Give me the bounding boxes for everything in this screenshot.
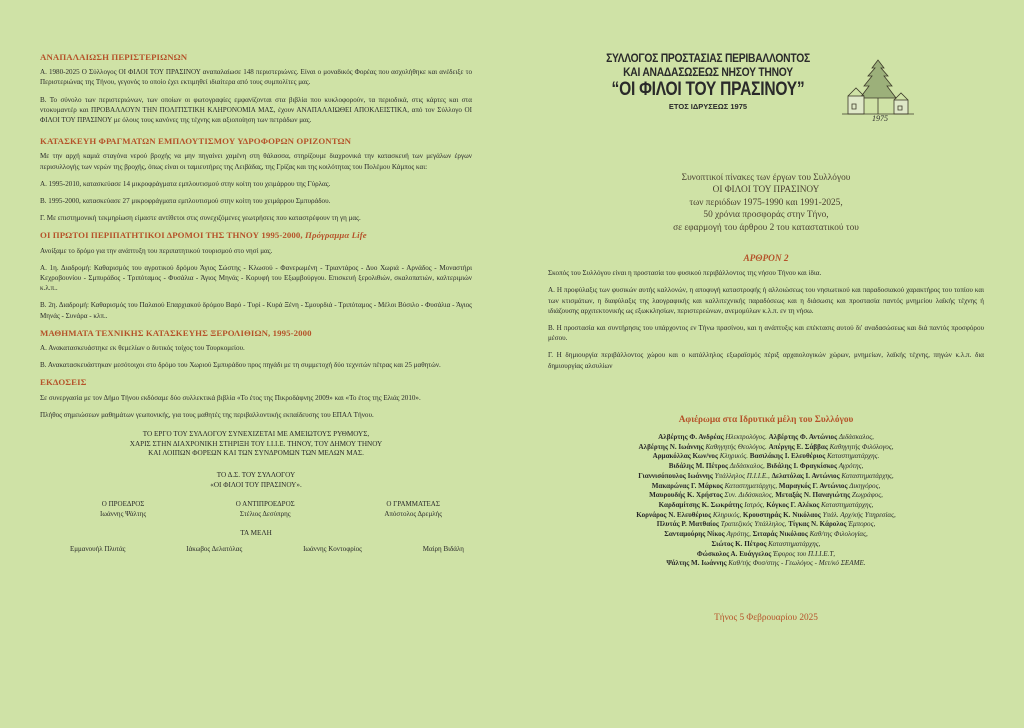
founder-role: Διδάσκαλος, [729, 462, 767, 471]
founders-line [548, 482, 984, 492]
founder-role: Καταστηματάρχης. [827, 452, 880, 461]
founder-name: Γιαννισόπουλος Ιωάννης [638, 471, 715, 480]
founder-role: Κληρικός, [712, 510, 743, 519]
closing-statement [40, 430, 472, 459]
officer-name: Απόστολος Δρεμλής [384, 510, 442, 519]
date-line: Τήνος 5 Φεβρουαρίου 2025 [714, 612, 818, 623]
founder-role: Καθ/τής Φυσ/στης - Γεωλόγος - Μετ/κό ΣΕΑΜΕ. [728, 559, 866, 568]
founders-line [548, 462, 984, 472]
paragraph: Α. Η προφύλαξις των φυσικών αυτής καλλονών, η αποφυγή καταστροφής ή αλλοιώσεως του νησιωτικού και παραδοσιακού χαρακτήρος του τοπίου και των κτισμάτων, η διαφύλαξις της λαογραφικής και καλλιτεχνικής παραδόσεως και η διάσωσις και προστασία παντός μνημείου λαϊκής τέχνης ή ιδιάζουσης αρχιτεκτονικής ως εξωκκλησίων, περιστερεώνων, ανεμομύλων κ.λ.π. εν τη νήσω. [548, 286, 984, 315]
founders-line [548, 550, 984, 560]
founder-name: Αρμακόλλας Κων/νος [652, 452, 720, 461]
founder-name: Μαυρουδής Κ. Χρήστος [649, 491, 725, 500]
members-list [70, 544, 464, 554]
founder-role: Καθηγητής Θεολόγος. [705, 442, 769, 451]
org-name-line: ΣΥΛΛΟΓΟΣ ΠΡΟΣΤΑΣΙΑΣ ΠΕΡΙΒΑΛΛΟΝΤΟΣ [606, 51, 810, 65]
founding-year: ΕΤΟΣ ΙΔΡΥΣΕΩΣ 1975 [668, 102, 748, 111]
paragraph: Β. Ανακατασκευάστηκαν μεσότοιχοι στο δρόμο του Χωριού Σμπυράδου προς πηγάδι με τη συμμετοχή δύο τεχνιτών πέτρας και 25 μαθητών. [40, 361, 441, 370]
org-header [548, 52, 984, 152]
founder-name: Κόγκος Γ. Αλέκος [766, 500, 822, 509]
founder-role: Δικηγόρος, [849, 481, 881, 490]
founder-role: Καταστηματάρχης, [724, 481, 779, 490]
tribute-title: Αφιέρωμα στα Ιδρυτικά μέλη του Συλλόγου [678, 414, 854, 425]
founder-name: Σανταμούρης Νίκος [664, 530, 727, 539]
paragraph: Α. 1η. Διαδρομή: Καθαρισμός του αγροτικού δρόμου Άγιος Σώστης - Κλωσού - Φανερωμένη - Τριαντάρος - Δυο Χωριά - Αρνάδος - Μοναστήρι Κεχροβουνίου - Σμπυράδος - Τριπόταμος - Φυσάλια - Άγιος Μηνάς - Κορυφή του Εξωμβούργου. Επισκευή ξερολιθιών, σκαλοπατιών, καλτεριμιών κ.λ.π.. [40, 263, 472, 293]
officer-role: Ο ΓΡΑΜΜΑΤΕΑΣ [386, 500, 440, 509]
officer [100, 500, 146, 519]
founder-name: Αλβέρτης Φ. Ανδρέας [658, 433, 726, 442]
summary-line: Συνοπτικοί πίνακες των έργων του Συλλόγου [681, 173, 851, 183]
founder-name: Αλβέρτης Ν. Ιωάννης [638, 442, 706, 451]
paragraph: Σκοπός του Συλλόγου είναι η προστασία του φυσικού περιβάλλοντος της νήσου Τήνου και ίδια. [548, 269, 822, 278]
founder-name: Φώσκολος Α. Ευάγγελος [696, 549, 774, 558]
founder-name: Αλβέρτης Φ. Αντώνιος [768, 433, 839, 442]
founder-name: Καρδαμίτσης Κ. Σωκράτης [658, 500, 745, 509]
founders-line [548, 472, 984, 482]
members-title: ΤΑ ΜΕΛΗ [240, 528, 272, 537]
paragraph: Γ. Με επιστημονική τεκμηρίωση είμαστε αντίθετοι στις συνεχιζόμενες γεωτρήσεις που καταστρέφουν τη γη μας. [40, 214, 361, 223]
founder-role: Αγρότης, [726, 530, 753, 539]
logo-year: 1975 [872, 114, 888, 123]
org-name [578, 52, 838, 112]
founder-role: Καταστηματάρχης, [821, 500, 874, 509]
founder-name: Απέργης Ε. Σάββας [768, 442, 830, 451]
board-title-line: ΤΟ Δ.Σ. ΤΟΥ ΣΥΛΛΟΓΟΥ [216, 470, 296, 479]
officer-name: Ιωάννης Ψάλτης [100, 510, 147, 519]
founder-name: Ψάλτης Μ. Ιωάννης [666, 559, 729, 568]
founder-role: Καθ/της Φιλολογίας, [809, 530, 868, 539]
closing-line: ΧΑΡΙΣ ΣΤΗΝ ΔΙΑΧΡΟΝΙΚΗ ΣΤΗΡΙΞΗ ΤΟΥ Ι.Ι.Ι.Ε. ΤΗΝΟΥ, ΤΟΥ ΔΗΜΟΥ ΤΗΝΟΥ [129, 439, 383, 448]
life-program-label: Πρόγραμμα Life [305, 230, 367, 241]
summary-line: ΟΙ ΦΙΛΟΙ ΤΟΥ ΠΡΑΣΙΝΟΥ [712, 185, 820, 196]
member-name: Ιάκωβος Δελατόλας [186, 544, 243, 553]
summary-block [548, 172, 984, 234]
org-title: “ΟΙ ΦΙΛΟΙ ΤΟΥ ΠΡΑΣΙΝΟΥ” [611, 79, 805, 100]
paragraph: Β. Το σύνολο των περιστεριώνων, των οποίων οι φωτογραφίες εμφανίζονται στα βιβλία που κυκλοφορούν, τα περιοδικά, στις κάρτες και στα ντοκυμαντέρ και ΠΡΟΒΑΛΛΟΥΝ ΤΗΝ ΠΟΛΙΤΙΣΤΙΚΗ ΚΛΗΡΟΝΟΜΙΑ ΜΑΣ, έχουν ΑΝΑΠΑΛΑΙΩΘΕΙ ΑΠΟΚΛΕΙΣΤΙΚΑ, από τον Σύλλογο ΟΙ ΦΙΛΟΙ ΤΟΥ ΠΡΑΣΙΝΟΥ με όλους τους κανόνες της τέχνης και αξιοποίηση των πετράδων μας. [40, 95, 472, 125]
founders-line [548, 520, 984, 530]
founders-line [548, 511, 984, 521]
founder-role: Τραπεζικός Υπάλληλος, [720, 520, 789, 529]
founder-name: Μεταξάς Ν. Παναγιώτης [775, 491, 852, 500]
founder-role: Διδάσκαλος, [838, 433, 874, 442]
paragraph: Γ. Η δημιουργία περιβάλλοντος χώρου και ο κατάλληλος εξωραϊσμός πέριξ αρχαιολογικών χώρων, μνημείων, λαϊκής τέχνης, πηγών κ.λ.π. δια δημιουργίας αλσυλίων [548, 351, 984, 370]
officer [384, 500, 442, 519]
officer-name: Στέλιος Δεσύπρης [239, 510, 291, 519]
founders-line [548, 433, 984, 443]
founders-line [548, 501, 984, 511]
founder-role: Ιατρός, [744, 500, 767, 509]
left-column [40, 52, 472, 554]
founders-line [548, 530, 984, 540]
founder-name: Σιταράς Νικόλαος [752, 530, 810, 539]
section-heading-text: ΟΙ ΠΡΩΤΟΙ ΠΕΡΙΠΑΤΗΤΙΚΟΙ ΔΡΟΜΟΙ ΤΗΣ ΤΗΝΟΥ 1995-2000, [40, 230, 303, 241]
founder-name: Βασιλάκης Ι. Ελευθέριος [749, 452, 828, 461]
org-name-line: ΚΑΙ ΑΝΑΔΑΣΩΣΕΩΣ ΝΗΣΟΥ ΤΗΝΟΥ [623, 65, 793, 79]
founder-role: Αγρότης, [838, 462, 864, 471]
summary-line: των περιόδων 1975-1990 και 1991-2025, [689, 197, 843, 208]
section-heading [40, 230, 472, 240]
officer-role: Ο ΑΝΤΙΠΡΟΕΔΡΟΣ [235, 500, 295, 509]
founders-list [548, 433, 984, 569]
founder-role: Υπάλ. Αρχ/κής Υπηρεσίας, [822, 510, 896, 519]
founder-role: Υπάλληλος Π.Ι.Ι.Ε., [714, 471, 772, 480]
founder-role: Καθηγητής Φιλόλογος, [829, 442, 894, 451]
member-name: Μαίρη Βιδάλη [422, 544, 464, 553]
paragraph: Πλήθος σημειώσεων μαθημάτων γεωπονικής, για τους μαθητές της περιβαλλοντικής εκπαίδευσης του ΕΠΑΛ Τήνου. [40, 410, 374, 419]
founder-name: Μακαρώνας Γ. Μάρκος [651, 481, 725, 490]
paragraph: Α. 1980-2025 Ο Σύλλογος ΟΙ ΦΙΛΟΙ ΤΟΥ ΠΡΑΣΙΝΟΥ αναπαλαίωσε 148 περιστεριώνες. Είναι ο μοναδικός Φορέας που ασχολήθηκε και ανέδειξε το Περιστεριώνας της Τήνου, γεγονός το οποίο έχει εκτιμηθεί ιδιαίτερα από τους συμπολίτες μας. [40, 68, 472, 87]
founders-line [548, 443, 984, 453]
founder-role: Έμπορος, [848, 520, 876, 529]
founders-line [548, 559, 984, 569]
closing-line: ΚΑΙ ΛΟΙΠΩΝ ΦΟΡΕΩΝ ΚΑΙ ΤΩΝ ΣΥΝΔΡΟΜΩΝ ΤΩΝ ΜΕΛΩΝ ΜΑΣ. [148, 449, 364, 458]
founder-name: Βιδάλης Ι. Φραγκίσκος [766, 462, 839, 471]
founder-role: Καταστηματάρχης, [841, 471, 894, 480]
founder-role: Ζωγράφος, [851, 491, 883, 500]
paragraph: Ανοίξαμε το δρόμο για την ανάπτυξη του περιπατητικού τουρισμού στο νησί μας. [40, 246, 273, 255]
paragraph: Α. Ανακατασκευάστηκε εκ θεμελίων ο δυτικός τοίχος του Τουρκομείου. [40, 344, 245, 353]
section-heading: ΜΑΘΗΜΑΤΑ ΤΕΧΝΙΚΗΣ ΚΑΤΑΣΚΕΥΗΣ ΞΕΡΟΛΙΘΙΩΝ, 1995-2000 [40, 327, 312, 338]
closing-line: ΤΟ ΕΡΓΟ ΤΟΥ ΣΥΛΛΟΓΟΥ ΣΥΝΕΧΙΖΕΤΑΙ ΜΕ ΑΜΕΙΩΤΟΥΣ ΡΥΘΜΟΥΣ, [142, 430, 370, 439]
founders-line [548, 491, 984, 501]
founder-name: Μαραγκός Γ. Αντώνιος [778, 481, 850, 490]
founder-name: Τίγκας Ν. Κάρολος [788, 520, 849, 529]
founder-name: Πλυτάς Ρ. Ματθαίος [656, 520, 721, 529]
paragraph: Β. Η προστασία και συντήρησις του υπάρχοντος εν Τήνω πρασίνου, και η ανάπτυξις και επέκτασις αυτού δι' αναδασώσεως και διά παντός προσφόρου μέσου. [548, 324, 984, 343]
founder-role: Συν. Διδάσκαλος, [724, 491, 776, 500]
section-heading: ΕΚΔΟΣΕΙΣ [40, 377, 87, 388]
paragraph: Με την αρχή καμιά σταγόνα νερού βροχής να μην πηγαίνει χαμένη στη θάλασσα, στηρίζουμε διαχρονικά την κατασκευή των μεγάλων έργων περισυλλογής των νερών της βροχής, όπως είναι οι ταμιευτήρες της Λειβάδας, της Γρίζας και της κοιλότητας του Πολέμου Κάμπος και: [40, 152, 472, 171]
member-name: Εμμανουήλ Πλυτάς [70, 544, 126, 553]
founder-name: Κορνάρος Ν. Ελευθέριος [636, 510, 713, 519]
founders-line [548, 452, 984, 462]
paragraph: Β. 2η. Διαδρομή: Καθαρισμός του Παλαιού Επαρχιακού δρόμου Βαρύ - Τυρί - Κυρά Ξένη - Σμουρδιά - Τριπόταμος - Μέλοι Βύσιλο - Φυσάλια - Άγιος Μηνάς - Συνάρα - κλπ.. [40, 301, 472, 320]
officer [236, 500, 295, 519]
right-column [548, 52, 984, 623]
founders-line [548, 540, 984, 550]
founder-role: Καταστηματάρχης, [768, 539, 821, 548]
member-name: Ιωάννης Κοντοφρίος [303, 544, 362, 553]
officer-role: Ο ΠΡΟΕΔΡΟΣ [101, 500, 145, 509]
founder-name: Σιώτος Κ. Πέτρος [711, 539, 769, 548]
paragraph: Β. 1995-2000, κατασκεύασε 27 μικροφράγματα εμπλουτισμού στην κοίτη του χειμάρρου Σμπυράδου. [40, 197, 331, 206]
founder-name: Κρουστηράς Κ. Νικόλαος [742, 510, 823, 519]
section-heading: ΑΝΑΠΑΛΑΙΩΣΗ ΠΕΡΙΣΤΕΡΙΩΝΩΝ [40, 52, 188, 62]
board-title-line: «ΟΙ ΦΙΛΟΙ ΤΟΥ ΠΡΑΣΙΝΟΥ». [210, 480, 302, 489]
summary-line: σε εφαρμογή του άρθρου 2 του καταστατικού του [673, 222, 859, 233]
board-title [40, 471, 472, 491]
founder-role: Κληρικός. [719, 452, 750, 461]
founder-name: Δελατόλας Ι. Αντώνιος [771, 471, 842, 480]
founder-role: Ηλεκτρολόγος. [725, 433, 769, 442]
founder-name: Βιδάλης Μ. Πέτρος [668, 462, 730, 471]
article-title: ΑΡΘΡΟΝ 2 [743, 254, 789, 265]
paragraph: Σε συνεργασία με τον Δήμο Τήνου εκδόσαμε δύο συλλεκτικά βιβλία «Το έτος της Πικροδάφνης 2009» και «Το έτος της Ελιάς 2010». [40, 393, 421, 402]
paragraph: Α. 1995-2010, κατασκεύασε 14 μικροφράγματα εμπλουτισμού στην κοίτη του χειμάρρου της Γύρλας. [40, 179, 331, 188]
section-heading: ΚΑΤΑΣΚΕΥΗ ΦΡΑΓΜΑΤΩΝ ΕΜΠΛΟΥΤΙΣΜΟΥ ΥΔΡΟΦΟΡΩΝ ΟΡΙΖΟΝΤΩΝ [40, 136, 352, 147]
summary-line: 50 χρόνια προσφοράς στην Τήνο, [703, 210, 829, 221]
officers [100, 500, 442, 519]
founder-role: Έφορος του Π.Ι.Ι.Ε.Τ, [773, 549, 836, 558]
